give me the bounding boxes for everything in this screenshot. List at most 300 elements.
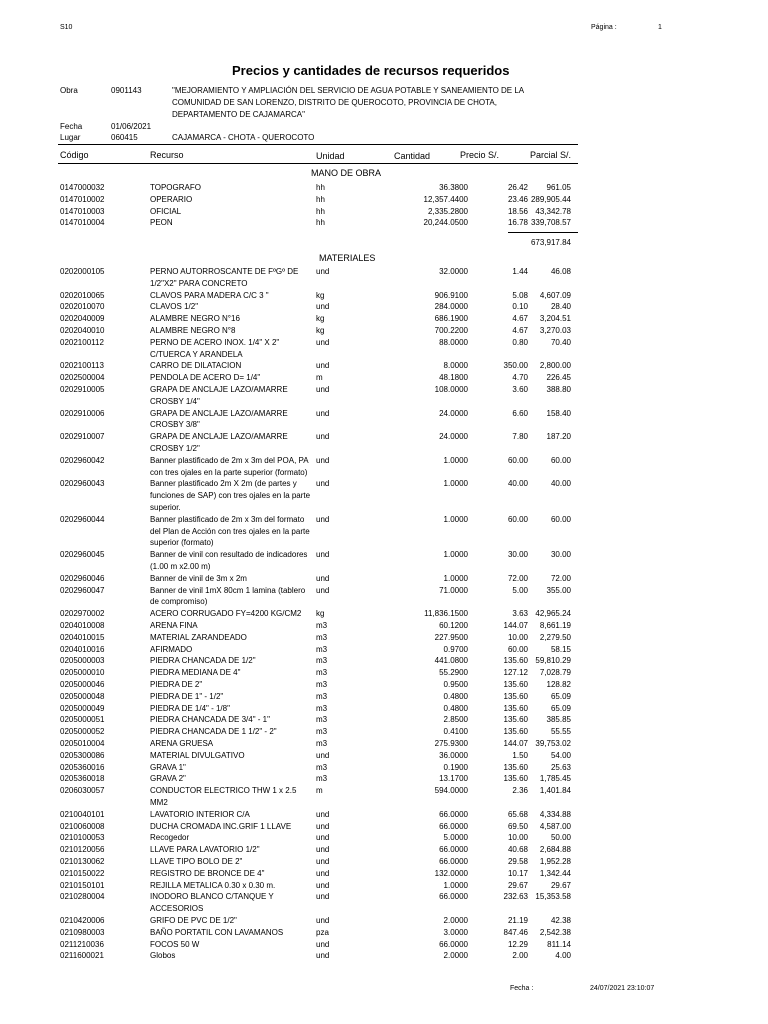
resource-description: LLAVE TIPO BOLO DE 2" bbox=[150, 857, 243, 866]
resource-unit: pza bbox=[316, 927, 329, 937]
resource-description: MATERIAL DIVULGATIVO bbox=[150, 750, 245, 760]
resource-description: FOCOS 50 W bbox=[150, 939, 200, 949]
resource-description: PENDOLA DE ACERO D= 1/4" bbox=[150, 373, 261, 383]
resource-price: 1.50 bbox=[512, 750, 528, 760]
resource-partial: 289,905.44 bbox=[530, 194, 571, 204]
resource-code: 0205360016 bbox=[60, 762, 105, 772]
table-row bbox=[0, 573, 768, 585]
resource-partial: 2,542.38 bbox=[539, 927, 571, 937]
resource-description: INODORO BLANCO C/TANQUE Y bbox=[150, 892, 274, 902]
table-row bbox=[0, 927, 768, 939]
resource-quantity: 66.0000 bbox=[439, 809, 468, 819]
resource-code: 0202970002 bbox=[60, 609, 105, 619]
resource-code: 0202010070 bbox=[60, 302, 105, 312]
resource-code: 0211210036 bbox=[60, 939, 104, 949]
table-row bbox=[0, 313, 768, 325]
resource-unit: und bbox=[316, 750, 330, 760]
resource-unit: und bbox=[316, 550, 330, 560]
resource-quantity: 66.0000 bbox=[439, 857, 468, 866]
resource-quantity: 13.1700 bbox=[439, 774, 468, 784]
resource-code: 0206030057 bbox=[60, 786, 105, 796]
resource-description: AFIRMADO bbox=[150, 644, 193, 654]
resource-description: ACCESORIOS bbox=[150, 904, 204, 914]
resource-quantity: 275.9300 bbox=[434, 739, 468, 748]
resource-unit: und bbox=[316, 361, 330, 371]
resource-price: 135.60 bbox=[503, 656, 528, 666]
resource-description: OFICIAL bbox=[150, 206, 182, 216]
resource-unit: und bbox=[316, 833, 330, 843]
resource-description: Banner plastificado de 2m x 3m del formato bbox=[150, 514, 305, 524]
resource-quantity: 0.4800 bbox=[443, 703, 468, 713]
resource-unit: hh bbox=[316, 183, 325, 192]
resource-quantity: 1.0000 bbox=[443, 514, 468, 524]
resource-price: 23.46 bbox=[507, 194, 528, 204]
table-row bbox=[0, 206, 768, 218]
table-row bbox=[0, 844, 768, 856]
resource-code: 0205000003 bbox=[60, 656, 105, 666]
resource-quantity: 1.0000 bbox=[443, 550, 468, 560]
resource-partial: 29.67 bbox=[550, 880, 571, 890]
resource-description: DUCHA CROMADA INC.GRIF 1 LLAVE bbox=[150, 821, 292, 831]
resource-code: 0202960044 bbox=[60, 514, 105, 524]
resource-description: ALAMBRE NEGRO N°8 bbox=[150, 326, 236, 335]
resource-description: Banner de vinil 1mX 80cm 1 lamina (tablero bbox=[150, 585, 306, 595]
resource-code: 0205010004 bbox=[60, 739, 105, 748]
resource-price: 29.67 bbox=[507, 880, 528, 890]
resource-partial: 4.00 bbox=[555, 951, 571, 961]
resource-unit: kg bbox=[316, 290, 325, 300]
resource-quantity: 2.0000 bbox=[443, 916, 468, 925]
resource-quantity: 36.3800 bbox=[439, 183, 468, 192]
resource-description: CLAVOS 1/2" bbox=[150, 302, 199, 312]
obra-code: 0901143 bbox=[111, 86, 142, 95]
footer-fecha-label: Fecha : bbox=[510, 985, 534, 992]
resource-partial: 8,661.19 bbox=[539, 621, 571, 630]
resource-description: PERNO AUTORROSCANTE DE FºGº DE bbox=[150, 267, 299, 276]
resource-unit: m3 bbox=[316, 632, 328, 642]
col-codigo: Código bbox=[60, 150, 89, 160]
table-row bbox=[0, 360, 768, 372]
table-row bbox=[0, 703, 768, 715]
table-row bbox=[0, 325, 768, 337]
section-mano-de-obra: MANO DE OBRA bbox=[311, 168, 382, 178]
resource-price: 2.00 bbox=[512, 951, 528, 961]
footer-timestamp: 24/07/2021 23:10:07 bbox=[590, 985, 655, 992]
resource-partial: 2,684.88 bbox=[539, 845, 571, 855]
table-row bbox=[0, 455, 768, 479]
resource-description: CONDUCTOR ELECTRICO THW 1 x 2.5 bbox=[150, 786, 297, 796]
table-row bbox=[0, 585, 768, 609]
resource-price: 21.19 bbox=[507, 916, 528, 925]
header-bottom-rule bbox=[58, 163, 578, 164]
resource-code: 0147010002 bbox=[60, 194, 105, 204]
resource-description: CLAVOS PARA MADERA C/C 3 " bbox=[150, 290, 269, 300]
page-label: Página : bbox=[591, 24, 617, 31]
resource-code: 0202960043 bbox=[60, 479, 105, 489]
resource-partial: 811.14 bbox=[547, 939, 571, 949]
resource-price: 69.50 bbox=[507, 821, 528, 831]
resource-price: 135.60 bbox=[503, 774, 528, 784]
resource-unit: m3 bbox=[316, 774, 328, 784]
subtotal-rule bbox=[508, 232, 578, 233]
table-row bbox=[0, 644, 768, 656]
resource-price: 40.68 bbox=[507, 845, 528, 855]
resource-quantity: 24.0000 bbox=[439, 408, 468, 418]
table-row bbox=[0, 809, 768, 821]
resource-price: 30.00 bbox=[507, 550, 528, 560]
resource-unit: und bbox=[316, 821, 330, 831]
resource-partial: 4,607.09 bbox=[539, 290, 571, 300]
resource-price: 4.67 bbox=[512, 314, 528, 324]
resource-quantity: 71.0000 bbox=[439, 585, 468, 595]
resource-price: 65.68 bbox=[507, 809, 528, 819]
resource-quantity: 20,244.0500 bbox=[423, 218, 468, 228]
table-row bbox=[0, 762, 768, 774]
table-row bbox=[0, 549, 768, 573]
resource-quantity: 48.1800 bbox=[439, 373, 468, 383]
resource-unit: und bbox=[316, 880, 330, 890]
resource-unit: und bbox=[316, 514, 330, 524]
resource-price: 10.17 bbox=[507, 868, 528, 878]
resource-partial: 65.09 bbox=[550, 691, 571, 701]
resource-partial: 46.08 bbox=[550, 267, 571, 276]
table-row bbox=[0, 714, 768, 726]
resource-code: 0202910005 bbox=[60, 385, 105, 394]
resource-unit: m3 bbox=[316, 727, 328, 737]
table-row bbox=[0, 950, 768, 962]
resource-code: 0205000010 bbox=[60, 668, 105, 678]
resource-price: 4.70 bbox=[512, 373, 528, 383]
resource-quantity: 2.8500 bbox=[443, 715, 468, 725]
resource-code: 0204010008 bbox=[60, 621, 105, 630]
resource-quantity: 60.1200 bbox=[439, 621, 468, 630]
table-row bbox=[0, 372, 768, 384]
resource-partial: 60.00 bbox=[550, 514, 571, 524]
resource-quantity: 0.4800 bbox=[443, 691, 468, 701]
resource-price: 2.36 bbox=[512, 786, 528, 796]
resource-description: ACERO CORRUGADO FY=4200 KG/CM2 bbox=[150, 609, 302, 619]
resource-code: 0202910007 bbox=[60, 432, 105, 442]
resource-partial: 42,965.24 bbox=[535, 609, 571, 619]
resource-code: 0202960042 bbox=[60, 455, 105, 465]
resource-code: 0210980003 bbox=[60, 927, 105, 937]
obra-line-3: DEPARTAMENTO DE CAJAMARCA" bbox=[172, 110, 305, 119]
resource-unit: m3 bbox=[316, 668, 328, 678]
resource-quantity: 2,335.2800 bbox=[427, 206, 468, 216]
resource-description: PIEDRA MEDIANA DE 4" bbox=[150, 668, 241, 678]
table-row bbox=[0, 384, 768, 408]
resource-code: 0205000052 bbox=[60, 727, 105, 737]
resource-partial: 50.00 bbox=[550, 833, 571, 843]
resource-description: ALAMBRE NEGRO N°16 bbox=[150, 314, 240, 324]
resource-partial: 339,708.57 bbox=[530, 218, 571, 228]
resource-price: 5.00 bbox=[512, 585, 528, 595]
resource-price: 72.00 bbox=[507, 573, 528, 583]
resource-description: OPERARIO bbox=[150, 194, 193, 204]
resource-description: GRAVA 2" bbox=[150, 774, 186, 784]
resource-code: 0210130062 bbox=[60, 857, 105, 866]
resource-price: 135.60 bbox=[503, 703, 528, 713]
resource-quantity: 227.9500 bbox=[434, 632, 468, 642]
table-row bbox=[0, 915, 768, 927]
obra-line-1: "MEJORAMIENTO Y AMPLIACIÓN DEL SERVICIO DE AGUA POTABLE Y SANEAMIENTO DE LA bbox=[172, 86, 525, 95]
resource-description: PIEDRA CHANCADA DE 1 1/2" - 2" bbox=[150, 727, 277, 737]
resource-code: 0202100113 bbox=[60, 361, 104, 371]
resource-description: del Plan de Acción con tres ojales en la parte bbox=[150, 526, 310, 536]
resource-partial: 4,587.00 bbox=[539, 821, 571, 831]
table-row bbox=[0, 194, 768, 206]
resource-description: PIEDRA CHANCADA DE 3/4" - 1" bbox=[150, 715, 270, 725]
resource-price: 0.10 bbox=[512, 302, 528, 312]
resource-code: 0205000048 bbox=[60, 691, 105, 701]
resource-partial: 43,342.78 bbox=[535, 206, 571, 216]
resource-unit: hh bbox=[316, 206, 325, 216]
resource-description: (1.00 m x2.00 m) bbox=[150, 561, 211, 571]
obra-label: Obra bbox=[60, 86, 78, 95]
resource-partial: 42.38 bbox=[550, 916, 571, 925]
resource-price: 60.00 bbox=[507, 644, 528, 654]
resource-description: MM2 bbox=[150, 797, 168, 807]
resource-unit: kg bbox=[316, 326, 325, 335]
resource-partial: 158.40 bbox=[546, 408, 571, 418]
resource-partial: 961.05 bbox=[546, 183, 571, 192]
resource-unit: und bbox=[316, 267, 330, 276]
resource-partial: 55.55 bbox=[550, 727, 571, 737]
section-materiales: MATERIALES bbox=[319, 253, 376, 263]
resource-code: 0210060008 bbox=[60, 821, 105, 831]
lugar-value: CAJAMARCA - CHOTA - QUEROCOTO bbox=[172, 133, 315, 142]
table-row bbox=[0, 738, 768, 750]
resource-quantity: 32.0000 bbox=[439, 267, 468, 276]
resource-code: 0205360018 bbox=[60, 774, 105, 784]
col-parcial: Parcial S/. bbox=[530, 150, 572, 160]
table-row bbox=[0, 478, 768, 513]
resource-partial: 355.00 bbox=[546, 585, 571, 595]
resource-price: 135.60 bbox=[503, 680, 528, 689]
resource-partial: 40.00 bbox=[550, 479, 571, 489]
table-row bbox=[0, 891, 768, 915]
table-row bbox=[0, 773, 768, 785]
resource-description: CROSBY 3/8" bbox=[150, 420, 200, 430]
resource-partial: 3,270.03 bbox=[539, 326, 571, 335]
resource-quantity: 66.0000 bbox=[439, 892, 468, 902]
resource-description: CROSBY 1/4" bbox=[150, 396, 200, 406]
resource-unit: und bbox=[316, 939, 330, 949]
resource-price: 127.12 bbox=[503, 668, 528, 678]
resource-partial: 58.15 bbox=[550, 644, 571, 654]
resource-quantity: 24.0000 bbox=[439, 432, 468, 442]
resource-price: 3.63 bbox=[512, 609, 528, 619]
resource-quantity: 906.9100 bbox=[434, 290, 468, 300]
resource-price: 7.80 bbox=[512, 432, 528, 442]
resource-unit: und bbox=[316, 302, 330, 312]
resource-price: 60.00 bbox=[507, 514, 528, 524]
resource-price: 135.60 bbox=[503, 691, 528, 701]
resource-quantity: 108.0000 bbox=[434, 385, 468, 394]
table-row bbox=[0, 620, 768, 632]
resource-price: 18.56 bbox=[507, 206, 528, 216]
resource-price: 10.00 bbox=[507, 833, 528, 843]
resource-quantity: 11,836.1500 bbox=[424, 609, 468, 619]
resource-description: GRAPA DE ANCLAJE LAZO/AMARRE bbox=[150, 385, 288, 394]
resource-quantity: 66.0000 bbox=[439, 821, 468, 831]
resource-code: 0202960046 bbox=[60, 573, 105, 583]
resource-description: superior (formato) bbox=[150, 538, 214, 548]
resource-quantity: 66.0000 bbox=[439, 845, 468, 855]
resource-unit: und bbox=[316, 916, 330, 925]
table-row bbox=[0, 632, 768, 644]
resource-description: REGISTRO DE BRONCE DE 4" bbox=[150, 868, 265, 878]
resource-code: 0202910006 bbox=[60, 408, 105, 418]
resource-partial: 7,028.79 bbox=[539, 668, 571, 678]
resource-code: 0205000046 bbox=[60, 680, 105, 689]
resource-code: 0202100112 bbox=[60, 337, 104, 347]
mano-de-obra-total: 673,917.84 bbox=[530, 238, 571, 247]
resource-unit: kg bbox=[316, 609, 325, 619]
table-row bbox=[0, 868, 768, 880]
resource-code: 0210280004 bbox=[60, 892, 105, 902]
resource-partial: 1,785.45 bbox=[539, 774, 571, 784]
resource-description: PIEDRA DE 2" bbox=[150, 680, 203, 689]
resource-quantity: 0.9500 bbox=[443, 680, 468, 689]
resource-unit: und bbox=[316, 455, 330, 465]
resource-code: 0210420006 bbox=[60, 916, 105, 925]
resource-unit: kg bbox=[316, 314, 325, 324]
resource-price: 29.58 bbox=[507, 857, 528, 866]
resource-quantity: 55.2900 bbox=[439, 668, 468, 678]
resource-unit: und bbox=[316, 479, 330, 489]
resource-partial: 2,800.00 bbox=[539, 361, 571, 371]
resource-description: funciones de SAP) con tres ojales en la parte bbox=[150, 491, 311, 501]
resource-unit: m3 bbox=[316, 680, 328, 689]
table-row bbox=[0, 785, 768, 809]
resource-code: 0202010065 bbox=[60, 290, 105, 300]
resource-price: 144.07 bbox=[503, 739, 528, 748]
col-unidad: Unidad bbox=[316, 151, 345, 161]
fecha-value: 01/06/2021 bbox=[111, 122, 152, 131]
table-row bbox=[0, 667, 768, 679]
resource-code: 0202960047 bbox=[60, 585, 105, 595]
resource-description: superior. bbox=[150, 502, 181, 512]
resource-price: 4.67 bbox=[512, 326, 528, 335]
resource-partial: 25.63 bbox=[550, 762, 571, 772]
lugar-label: Lugar bbox=[60, 133, 81, 142]
table-row bbox=[0, 266, 768, 290]
page-number: 1 bbox=[658, 24, 662, 31]
resource-unit: und bbox=[316, 337, 330, 347]
resource-unit: und bbox=[316, 585, 330, 595]
table-row bbox=[0, 408, 768, 432]
resource-unit: und bbox=[316, 385, 330, 394]
resource-unit: m3 bbox=[316, 621, 328, 630]
col-cantidad: Cantidad bbox=[394, 151, 431, 161]
resource-description: LLAVE PARA LAVATORIO 1/2" bbox=[150, 845, 260, 855]
resource-partial: 54.00 bbox=[550, 750, 571, 760]
resource-unit: m3 bbox=[316, 703, 328, 713]
resource-code: 0147010004 bbox=[60, 218, 105, 228]
resource-quantity: 700.2200 bbox=[434, 326, 468, 335]
table-row bbox=[0, 821, 768, 833]
table-row bbox=[0, 301, 768, 313]
table-row bbox=[0, 337, 768, 361]
resource-description: PIEDRA DE 1" - 1/2" bbox=[150, 691, 224, 701]
resource-partial: 30.00 bbox=[550, 550, 571, 560]
resource-quantity: 5.0000 bbox=[443, 833, 468, 843]
resource-quantity: 441.0800 bbox=[434, 656, 468, 666]
resource-description: MATERIAL ZARANDEADO bbox=[150, 632, 247, 642]
table-row bbox=[0, 655, 768, 667]
resource-code: 0210120056 bbox=[60, 845, 105, 855]
resource-price: 5.08 bbox=[512, 290, 528, 300]
resource-quantity: 284.0000 bbox=[434, 302, 468, 312]
fecha-label: Fecha bbox=[60, 122, 83, 131]
resource-quantity: 594.0000 bbox=[434, 786, 468, 796]
resource-partial: 187.20 bbox=[546, 432, 571, 442]
resource-price: 40.00 bbox=[507, 479, 528, 489]
resource-description: ARENA GRUESA bbox=[150, 739, 214, 748]
resource-description: GRAPA DE ANCLAJE LAZO/AMARRE bbox=[150, 408, 288, 418]
resource-quantity: 66.0000 bbox=[439, 939, 468, 949]
resource-quantity: 36.0000 bbox=[439, 750, 468, 760]
resource-partial: 388.80 bbox=[546, 385, 571, 394]
resource-unit: und bbox=[316, 892, 330, 902]
page-title: Precios y cantidades de recursos requeridos bbox=[232, 63, 510, 78]
resource-unit: und bbox=[316, 845, 330, 855]
resource-partial: 65.09 bbox=[550, 703, 571, 713]
resource-partial: 39,753.02 bbox=[535, 739, 571, 748]
resource-partial: 15,353.58 bbox=[535, 892, 571, 902]
resource-description: GRIFO DE PVC DE 1/2" bbox=[150, 916, 237, 925]
resource-quantity: 1.0000 bbox=[443, 573, 468, 583]
resource-quantity: 0.9700 bbox=[443, 644, 468, 654]
resource-price: 3.60 bbox=[512, 385, 528, 394]
resource-code: 0204010015 bbox=[60, 632, 105, 642]
resource-price: 135.60 bbox=[503, 727, 528, 737]
resource-price: 16.78 bbox=[507, 218, 528, 228]
table-row bbox=[0, 750, 768, 762]
resource-unit: und bbox=[316, 408, 330, 418]
resource-code: 0202040009 bbox=[60, 314, 105, 324]
resource-quantity: 1.0000 bbox=[443, 479, 468, 489]
resource-description: Banner de vinil con resultado de indicadores bbox=[150, 550, 308, 560]
resource-unit: m3 bbox=[316, 715, 328, 725]
resource-code: 0147010003 bbox=[60, 206, 105, 216]
resource-unit: hh bbox=[316, 194, 325, 204]
table-row bbox=[0, 691, 768, 703]
resource-quantity: 3.0000 bbox=[443, 927, 468, 937]
resource-quantity: 88.0000 bbox=[439, 337, 468, 347]
resource-unit: m3 bbox=[316, 691, 328, 701]
resource-code: 0202040010 bbox=[60, 326, 105, 335]
resource-description: 1/2"X2" PARA CONCRETO bbox=[150, 278, 248, 288]
resource-description: CROSBY 1/2" bbox=[150, 443, 200, 453]
resource-code: 0211600021 bbox=[60, 951, 104, 961]
resource-code: 0210100053 bbox=[60, 833, 105, 843]
resource-unit: m bbox=[316, 786, 323, 796]
resource-description: con tres ojales en la parte superior (formato) bbox=[150, 467, 308, 477]
resource-description: BAÑO PORTATIL CON LAVAMANOS bbox=[150, 927, 284, 937]
table-row bbox=[0, 431, 768, 455]
resource-code: 0205300086 bbox=[60, 750, 105, 760]
resource-unit: hh bbox=[316, 218, 325, 228]
resource-unit: m3 bbox=[316, 762, 328, 772]
resource-description: GRAPA DE ANCLAJE LAZO/AMARRE bbox=[150, 432, 288, 442]
resource-code: 0210150022 bbox=[60, 868, 105, 878]
resource-unit: und bbox=[316, 857, 330, 866]
resource-unit: und bbox=[316, 951, 330, 961]
resource-partial: 1,342.44 bbox=[539, 868, 571, 878]
table-row bbox=[0, 832, 768, 844]
